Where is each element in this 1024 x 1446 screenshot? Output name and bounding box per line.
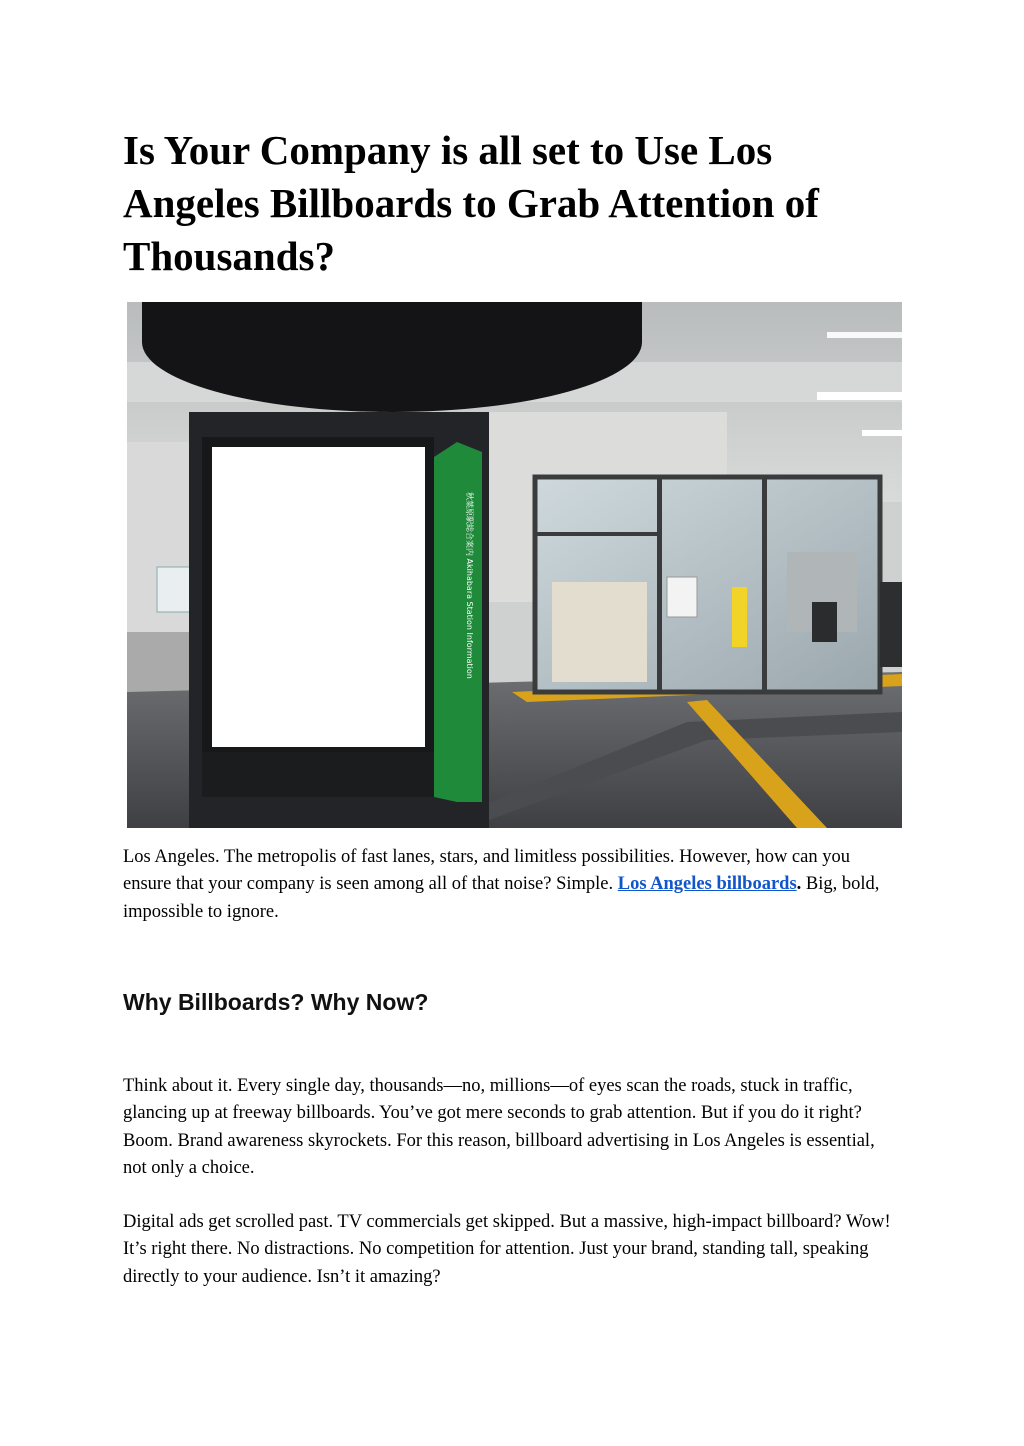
section-heading: Why Billboards? Why Now?: [123, 989, 429, 1015]
body-paragraph-2: Digital ads get scrolled past. TV commercials get skipped. But a massive, high-impact billboard? Wow! It’s right there. No distractions. No competition for attention. Just your brand, standing tall, speaking directly to your audience. Isn’t it amazing?: [123, 1212, 891, 1287]
intro-paragraph: [123, 844, 898, 926]
article-title: Is Your Company is all set to Use Los Angeles Billboards to Grab Attention of Thousands?: [123, 127, 819, 279]
intro-text-after: Big, bold, impossible to ignore.: [123, 874, 880, 922]
intro-bold-period: .: [796, 874, 802, 895]
station-sign-text: 秋葉原駅総合案内 Akihabara Station Information: [465, 492, 474, 679]
intro-text-before: Los Angeles. The metropolis of fast lanes, stars, and limitless possibilities. However, how can you ensure that your company is seen among all of that noise? Simple.: [123, 847, 850, 895]
station-billboard-photo: [127, 302, 902, 828]
los-angeles-billboards-link[interactable]: Los Angeles billboards: [617, 874, 797, 895]
body-paragraph-1: Think about it. Every single day, thousands—no, millions—of eyes scan the roads, stuck in traffic, glancing up at freeway billboards. You’ve got mere seconds to grab attention. But if you do it right? Boom. Brand awareness skyrockets. For this reason, billboard advertising in Los Angeles is essential, not only a choice.: [123, 1076, 875, 1179]
blank-billboard-panel: [212, 447, 425, 747]
